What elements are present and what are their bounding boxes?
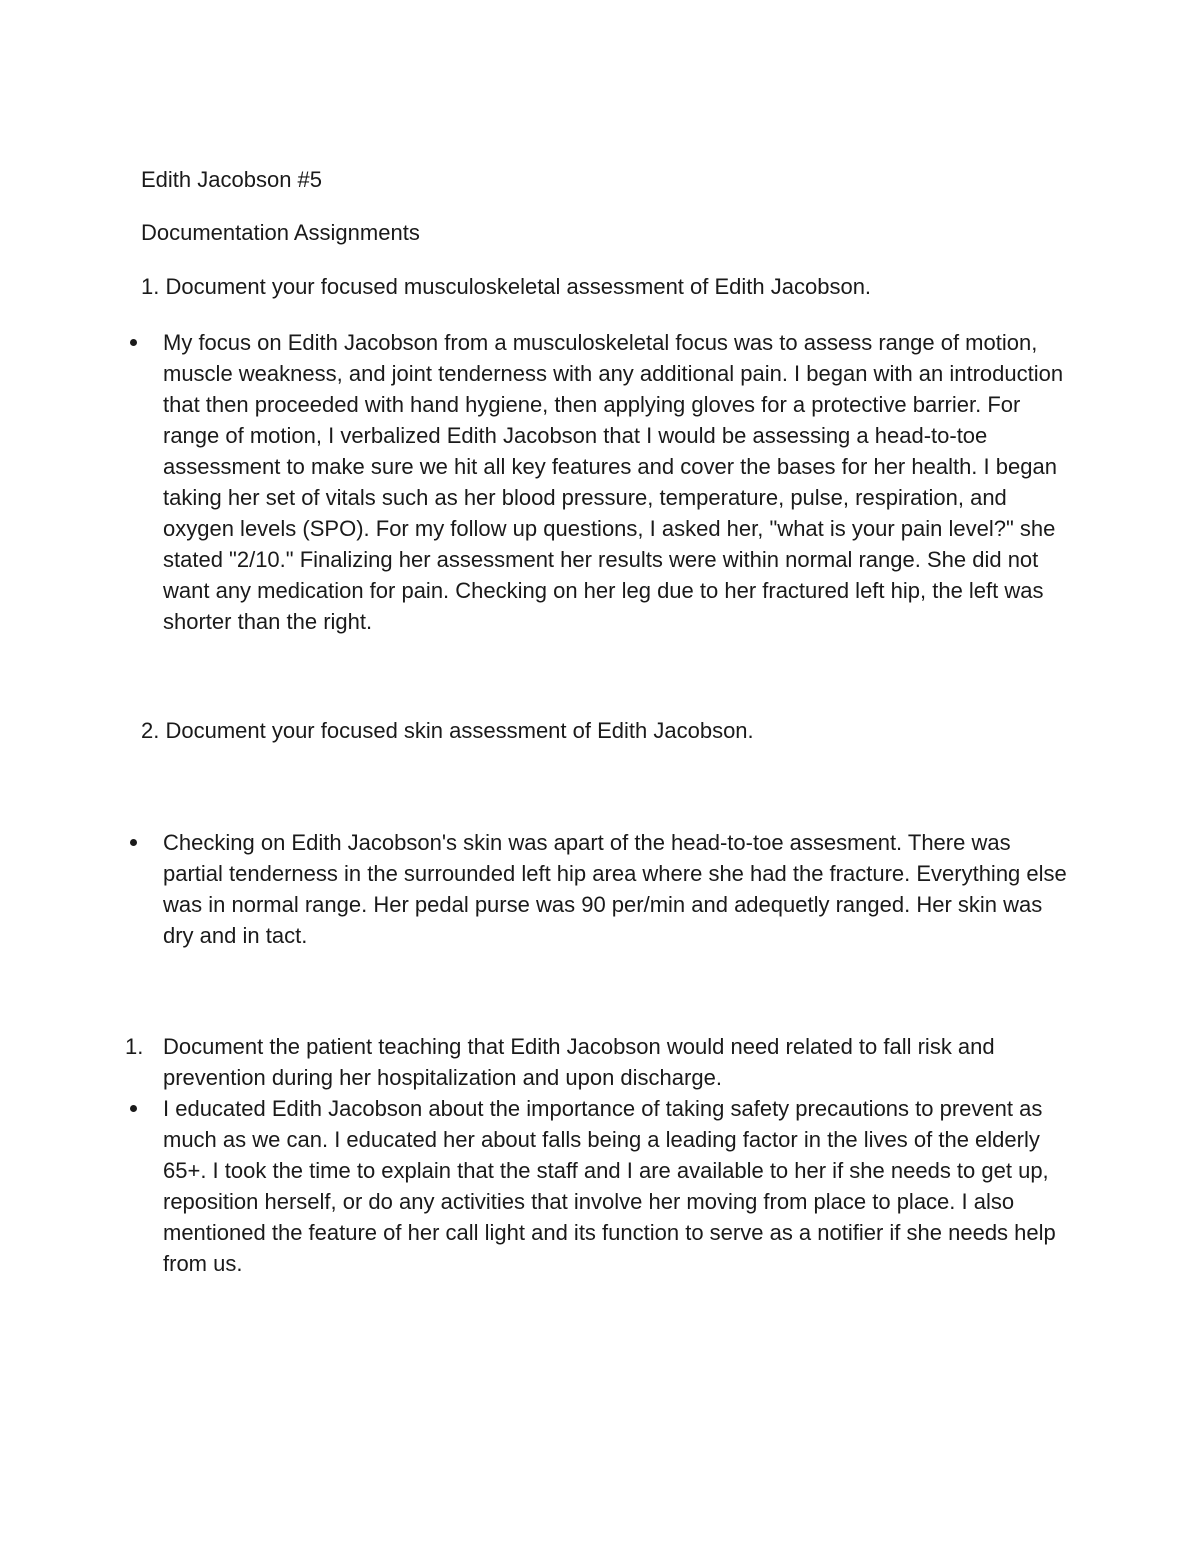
bullet-icon	[127, 827, 141, 858]
question-3: Document the patient teaching that Edith Jacobson would need related to fall risk and prevention during her hospitalization and upon discharge.	[163, 1034, 995, 1090]
question-3-number: 1.	[125, 1034, 144, 1059]
bullet-icon	[127, 1093, 141, 1124]
answer-2: Checking on Edith Jacobson's skin was apart of the head-to-toe assesment. There was partial tenderness in the surrounded left hip area where she had the fracture. Everything else was in normal range. Her pedal purse was 90 per/min and adequetly ranged. Her skin was dry and in tact.	[163, 830, 1067, 948]
question-1: 1. Document your focused musculoskeletal assessment of Edith Jacobson.	[141, 274, 872, 299]
answer-1: My focus on Edith Jacobson from a musculoskeletal focus was to assess range of motion, muscle weakness, and joint tenderness with any additional pain. I began with an introduction that then proceeded with hand hygiene, then applying gloves for a protective barrier. For range of motion, I verbalized Edith Jacobson that I would be assessing a head-to-toe assessment to make sure we hit all key features and cover the bases for her health. I began taking her set of vitals such as her blood pressure, temperature, pulse, respiration, and oxygen levels (SPO). For my follow up questions, I asked her, "what is your pain level?" she stated "2/10." Finalizing her assessment her results were within normal range. She did not want any medication for pain. Checking on her leg due to her fractured left hip, the left was shorter than the right.	[163, 330, 1064, 634]
bullet-icon	[127, 327, 141, 358]
document-subtitle: Documentation Assignments	[141, 220, 420, 245]
document-title: Edith Jacobson #5	[141, 167, 323, 192]
question-2: 2. Document your focused skin assessment of Edith Jacobson.	[141, 718, 754, 743]
answer-3: I educated Edith Jacobson about the importance of taking safety precautions to prevent as much as we can. I educated her about falls being a leading factor in the lives of the elderly 65+. I took the time to explain that the staff and I are available to her if she needs to get up, reposition herself, or do any activities that involve her moving from place to place. I also mentioned the feature of her call light and its function to serve as a notifier if she needs help from us.	[163, 1096, 1056, 1276]
